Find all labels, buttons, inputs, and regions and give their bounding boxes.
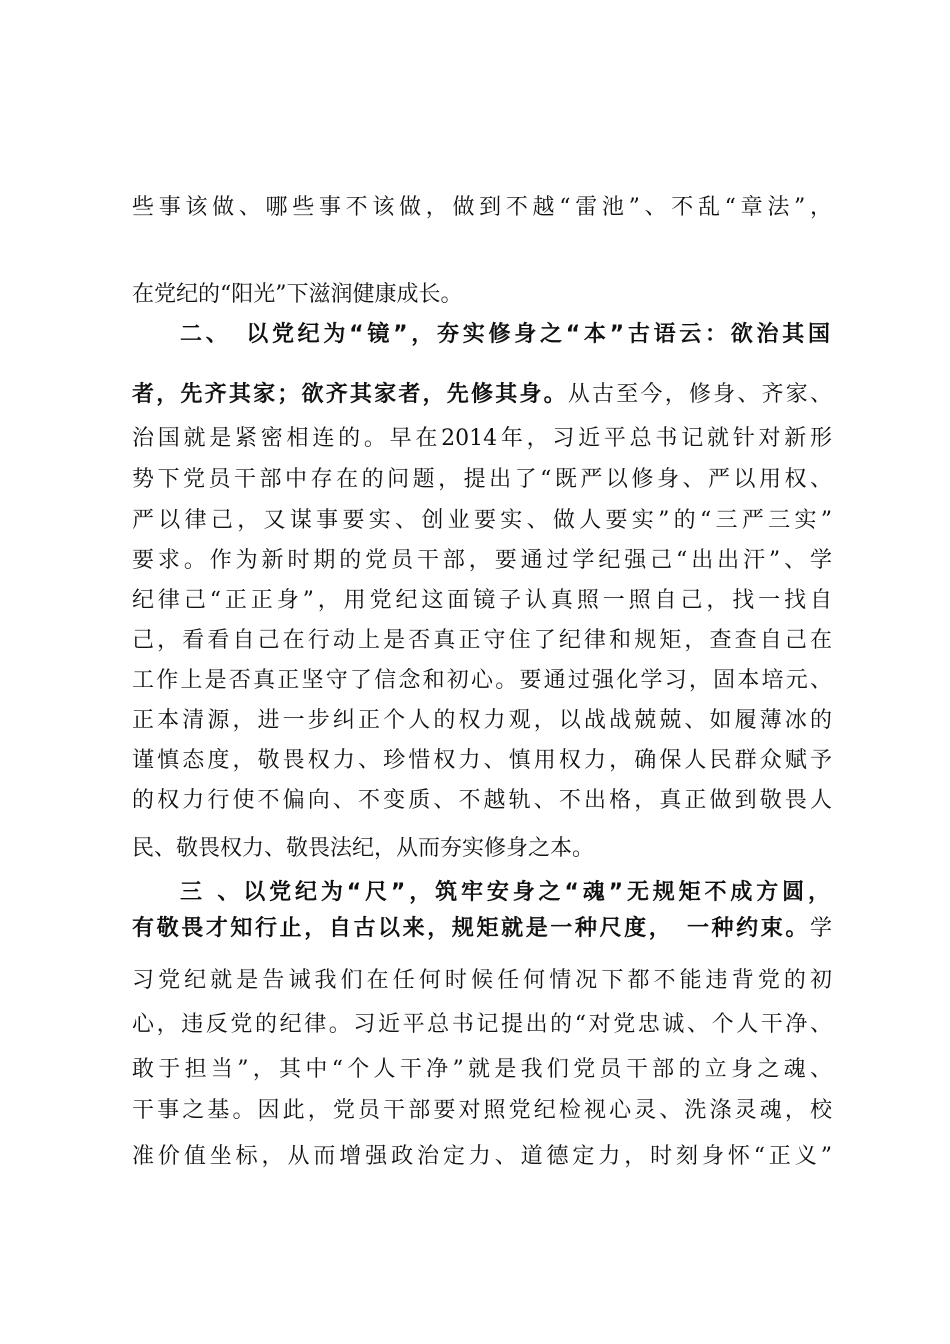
text-fragment: 学 [809, 916, 832, 941]
text-line: 势下党员干部中存在的问题，提出了“既严以修身、严以用权、 [132, 467, 832, 492]
text-line: 干事之基。因此，党员干部要对照党纪检视心灵、洗涤灵魂，校 [132, 1098, 832, 1123]
text-line [132, 914, 832, 944]
text-line: 民、敬畏权力、敬畏法纪，从而夯实修身之本。 [132, 836, 595, 861]
text-line: 正本清源，进一步纠正个人的权力观，以战战兢兢、如履薄冰的 [132, 708, 832, 733]
section-heading: 三 、以党纪为“尺”，筑牢安身之“魂”无规矩不成方圆， [180, 880, 830, 905]
text-line: 治国就是紧密相连的。早在2014年，习近平总书记就针对新形 [132, 426, 832, 451]
text-line: 些事该做、哪些事不该做，做到不越“雷池”、不乱“章法”， [132, 195, 832, 220]
text-line: 严以律己，又谋事要实、创业要实、做人要实”的“三严三实” [132, 508, 832, 533]
text-line: 敢于担当”，其中“个人干净”就是我们党员干部的立身之魂、 [132, 1057, 832, 1082]
text-line: 己，看看自己在行动上是否真正守住了纪律和规矩，查查自己在 [132, 628, 832, 653]
text-line: 要求。作为新时期的党员干部，要通过学纪强己“出出汗”、学 [132, 548, 832, 573]
text-line: 准价值坐标，从而增强政治定力、道德定力，时刻身怀“正义” [132, 1144, 832, 1169]
text-fragment: 从古至今，修身、齐家、 [567, 382, 832, 407]
text-line: 工作上是否真正坚守了信念和初心。要通过强化学习，固本培元、 [132, 668, 832, 693]
text-line: 纪律己“正正身”，用党纪这面镜子认真照一照自己，找一找自 [132, 588, 832, 613]
text-line: 心，违反党的纪律。习近平总书记提出的“对党忠诚、个人干净、 [132, 1012, 832, 1037]
text-line: 在党纪的“阳光”下滋润健康成长。 [132, 282, 463, 307]
text-line: 谨慎态度，敬畏权力、珍惜权力、慎用权力，确保人民群众赋予 [132, 748, 832, 773]
bold-quote: 有敬畏才知行止，自古以来，规矩就是一种尺度， 一种约束。 [132, 916, 810, 941]
text-line: 的权力行使不偏向、不变质、不越轨、不出格，真正做到敬畏人 [132, 788, 832, 813]
text-line: 习党纪就是告诫我们在任何时候任何情况下都不能违背党的初 [132, 968, 832, 993]
bold-quote: 者，先齐其家；欲齐其家者，先修其身。 [132, 382, 568, 407]
section-heading: 二、 以党纪为“镜”，夯实修身之“本”古语云：欲治其国 [180, 322, 830, 347]
text-line [132, 380, 832, 410]
